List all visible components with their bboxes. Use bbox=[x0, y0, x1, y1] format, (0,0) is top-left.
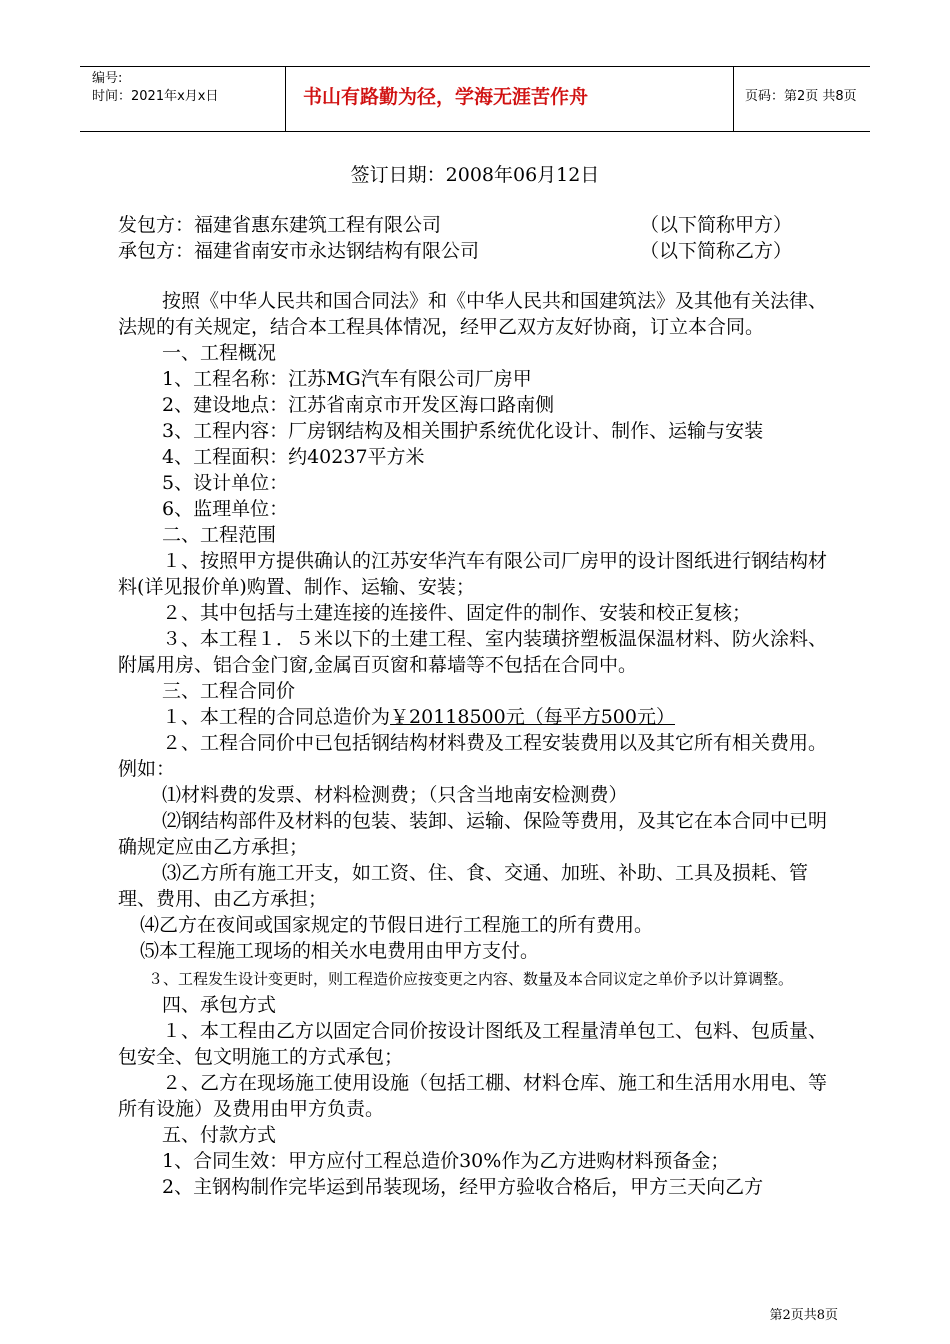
section-2-title: 二、工程范围 bbox=[162, 524, 277, 546]
contract-price-prefix: １、本工程的合同总造价为 bbox=[162, 706, 391, 728]
section-3-item-2b: ⑵钢结构部件及材料的包装、装卸、运输、保险等费用，及其它在本合同中已明确规定应由乙方承担； bbox=[118, 810, 828, 858]
employer-line: 发包方：福建省惠东建筑工程有限公司 bbox=[118, 214, 442, 236]
section-1-item-2: 2、建设地点：江苏省南京市开发区海口路南侧 bbox=[162, 394, 555, 416]
section-3-item-2d: ⑷乙方在夜间或国家规定的节假日进行工程施工的所有费用。 bbox=[140, 914, 654, 936]
section-1-item-5: 5、设计单位： bbox=[162, 472, 289, 494]
page-label: 页码：第2页 共8页 bbox=[745, 89, 857, 104]
header-table bbox=[80, 66, 870, 132]
section-3-item-2: ２、工程合同价中已包括钢结构材料费及工程安装费用以及其它所有相关费用。例如： bbox=[118, 732, 828, 780]
section-2-item-3: ３、本工程１．５米以下的土建工程、室内装璜挤塑板温保温材料、防火涂料、附属用房、铝合金门窗,金属百页窗和幕墙等不包括在合同中。 bbox=[118, 628, 828, 676]
contractor-note: （以下简称乙方） bbox=[640, 240, 793, 262]
contract-price-amount: ￥20118500元（每平方500元） bbox=[390, 706, 675, 728]
section-1-item-6: 6、监理单位： bbox=[162, 498, 289, 520]
header-page bbox=[733, 67, 870, 131]
contractor-line: 承包方：福建省南安市永达钢结构有限公司 bbox=[118, 240, 480, 262]
section-3-item-2a: ⑴材料费的发票、材料检测费；（只含当地南安检测费） bbox=[162, 784, 628, 806]
number-label: 编号: bbox=[92, 71, 123, 86]
intro-paragraph: 按照《中华人民共和国合同法》和《中华人民共和国建筑法》及其他有关法律、法规的有关规定，结合本工程具体情况，经甲乙双方友好协商，订立本合同。 bbox=[118, 290, 828, 338]
section-1-item-4: 4、工程面积：约40237平方米 bbox=[162, 446, 425, 468]
sign-date: 签订日期：2008年06月12日 bbox=[350, 164, 600, 186]
section-5-item-1: 1、合同生效：甲方应付工程总造价30%作为乙方进购材料预备金； bbox=[162, 1150, 730, 1172]
header-meta bbox=[80, 67, 285, 131]
section-5-item-2: 2、主钢构制作完毕运到吊装现场，经甲方验收合格后，甲方三天向乙方 bbox=[162, 1176, 764, 1198]
section-4-item-1: １、本工程由乙方以固定合同价按设计图纸及工程量清单包工、包料、包质量、包安全、包文明施工的方式承包； bbox=[118, 1020, 828, 1068]
section-1-title: 一、工程概况 bbox=[162, 342, 277, 364]
section-2-item-1: １、按照甲方提供确认的江苏安华汽车有限公司厂房甲的设计图纸进行钢结构材料(详见报价单)购置、制作、运输、安装； bbox=[118, 550, 828, 598]
section-3-item-3: ３、工程发生设计变更时，则工程造价应按变更之内容、数量及本合同议定之单价予以计算调整。 bbox=[148, 970, 794, 988]
section-3-item-2e: ⑸本工程施工现场的相关水电费用由甲方支付。 bbox=[140, 940, 540, 962]
section-4-item-2: ２、乙方在现场施工使用设施（包括工棚、材料仓库、施工和生活用水用电、等所有设施）及费用由甲方负责。 bbox=[118, 1072, 828, 1120]
contract-body bbox=[118, 288, 836, 1200]
section-3-item-2c: ⑶乙方所有施工开支，如工资、住、食、交通、加班、补助、工具及损耗、管理、费用、由乙方承担； bbox=[118, 862, 809, 910]
employer-note: （以下简称甲方） bbox=[640, 214, 793, 236]
header-motto bbox=[285, 67, 734, 131]
section-4-title: 四、承包方式 bbox=[162, 994, 277, 1016]
page-footer: 第2页共8页 bbox=[769, 1308, 838, 1323]
section-2-item-2: ２、其中包括与土建连接的连接件、固定件的制作、安装和校正复核； bbox=[162, 602, 752, 624]
section-1-item-3: 3、工程内容：厂房钢结构及相关围护系统优化设计、制作、运输与安装 bbox=[162, 420, 764, 442]
motto-text: 书山有路勤为径，学海无涯苦作舟 bbox=[303, 86, 589, 108]
section-3-item-1 bbox=[118, 704, 836, 730]
section-5-title: 五、付款方式 bbox=[162, 1124, 277, 1146]
section-1-item-1: 1、工程名称：江苏MG汽车有限公司厂房甲 bbox=[162, 368, 532, 390]
time-label: 时间：2021年x月x日 bbox=[92, 89, 219, 104]
section-3-title: 三、工程合同价 bbox=[162, 680, 296, 702]
